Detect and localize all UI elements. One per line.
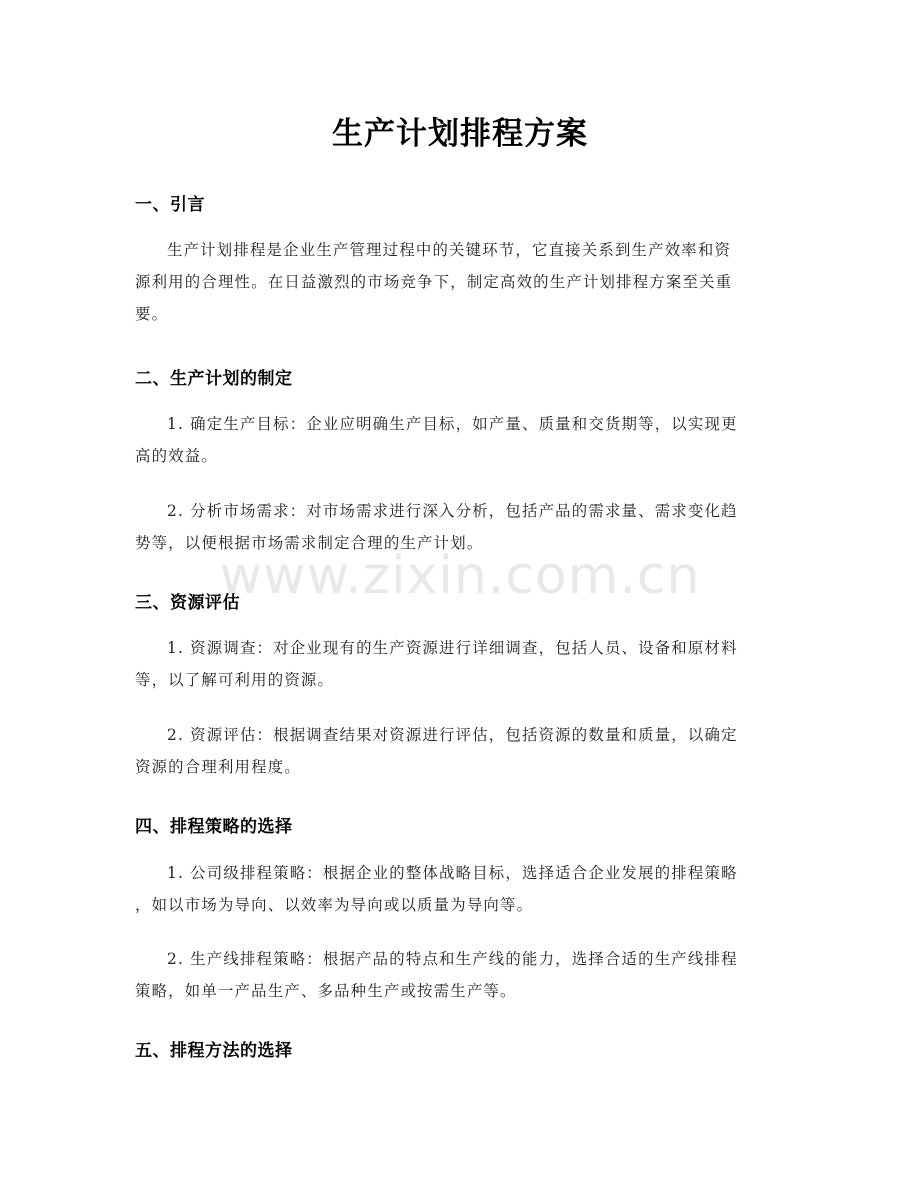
paragraph-line: 要。 xyxy=(135,305,169,323)
watermark: www.zixin.com.cn xyxy=(219,546,701,606)
paragraph-line: 1. 确定生产目标：企业应明确生产目标，如产量、质量和交货期等，以实现更 xyxy=(167,415,738,433)
paragraph-line: 势等，以便根据市场需求制定合理的生产计划。 xyxy=(135,534,484,552)
paragraph-line: 高的效益。 xyxy=(135,447,218,465)
paragraph-line: 生产计划排程是企业生产管理过程中的关键环节，它直接关系到生产效率和资 xyxy=(167,241,732,259)
paragraph-line: ，如以市场为导向、以效率为导向或以质量为导向等。 xyxy=(135,896,534,914)
paragraph-line: 源利用的合理性。在日益激烈的市场竞争下，制定高效的生产计划排程方案至关重 xyxy=(135,273,733,291)
paragraph-line: 等，以了解可利用的资源。 xyxy=(135,671,335,689)
paragraph-line: 2. 生产线排程策略：根据产品的特点和生产线的能力，选择合适的生产线排程 xyxy=(167,950,738,968)
paragraph-line: 2. 资源评估：根据调查结果对资源进行评估，包括资源的数量和质量，以确定 xyxy=(167,726,738,744)
paragraph xyxy=(135,857,785,921)
section-heading-methods: 五、排程方法的选择 xyxy=(135,1041,293,1061)
paragraph-line: 资源的合理利用程度。 xyxy=(135,758,301,776)
paragraph xyxy=(135,632,785,696)
paragraph xyxy=(135,234,785,330)
paragraph xyxy=(135,495,785,559)
section-heading-intro: 一、引言 xyxy=(135,195,205,215)
paragraph xyxy=(135,408,785,472)
paragraph-line: 2. 分析市场需求：对市场需求进行深入分析，包括产品的需求量、需求变化趋 xyxy=(167,502,738,520)
document-title: 生产计划排程方案 xyxy=(332,116,588,152)
paragraph-line: 1. 公司级排程策略：根据企业的整体战略目标，选择适合企业发展的排程策略 xyxy=(167,864,738,882)
paragraph xyxy=(135,943,785,1007)
paragraph-line: 1. 资源调查：对企业现有的生产资源进行详细调查，包括人员、设备和原材料 xyxy=(167,639,738,657)
paragraph-line: 策略，如单一产品生产、多品种生产或按需生产等。 xyxy=(135,982,517,1000)
section-heading-strategy: 四、排程策略的选择 xyxy=(135,817,293,837)
section-heading-resources: 三、资源评估 xyxy=(135,593,240,613)
paragraph xyxy=(135,719,785,783)
section-heading-plan: 二、生产计划的制定 xyxy=(135,369,293,389)
